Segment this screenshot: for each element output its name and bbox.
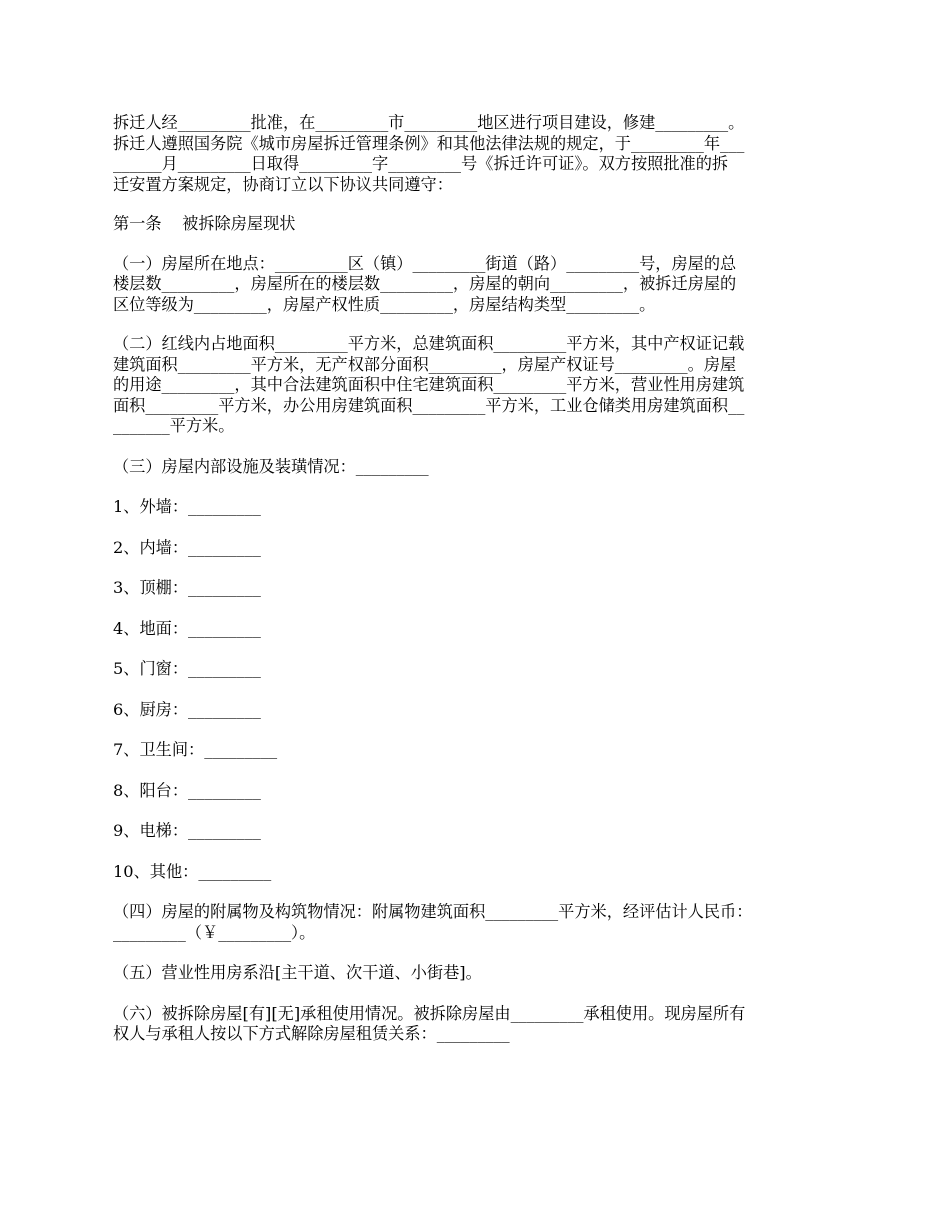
item-4-paragraph (113, 902, 841, 943)
item-6-line: 权人与承租人按以下方式解除房屋租赁关系：_________ (113, 1024, 510, 1043)
item-2-line: 面积_________平方米，办公用房建筑面积_________平方米，工业仓储类用房建筑面积__ (113, 395, 745, 415)
item-3-paragraph (113, 457, 841, 478)
facility-item (113, 659, 841, 680)
item-3-text: （三）房屋内部设施及装璜情况：_________ (113, 456, 429, 476)
item-1-line: （一）房屋所在地点：_________区（镇）_________街道（路）_________号，房屋的总 (113, 253, 737, 273)
facility-item (113, 578, 841, 599)
intro-paragraph (113, 113, 841, 195)
facility-item (113, 821, 841, 842)
facility-ceiling: 3、顶棚：_________ (113, 578, 261, 597)
facility-item (113, 862, 841, 883)
facility-elevator: 9、电梯：_________ (113, 821, 261, 840)
item-6-paragraph (113, 1004, 841, 1045)
facility-other: 10、其他：_________ (113, 861, 272, 881)
article-1-title (113, 214, 841, 235)
item-2-line: 的用途_________，其中合法建筑面积中住宅建筑面积_________平方米，营业性用房建筑 (113, 375, 745, 394)
intro-line: 迁安置方案规定，协商订立以下协议共同遵守： (113, 174, 453, 194)
facility-item (113, 538, 841, 559)
item-1-line: 区位等级为_________，房屋产权性质_________，房屋结构类型_________。 (113, 294, 656, 314)
contract-page (113, 113, 841, 1045)
intro-line: 拆迁人经_________批准，在_________市_________地区进行项目建设，修建_________。 (113, 113, 745, 132)
facility-interior-wall: 2、内墙：_________ (113, 537, 261, 557)
item-4-line: （四）房屋的附属物及构筑物情况：附属物建筑面积_________平方米，经评估计人民币： (113, 902, 753, 921)
item-2-paragraph (113, 334, 841, 437)
facility-kitchen: 6、厨房：_________ (113, 699, 261, 719)
item-5-text: （五）营业性用房系沿[主干道、次干道、小街巷]。 (113, 963, 482, 982)
item-2-line: 建筑面积_________平方米，无产权部分面积_________，房屋产权证号_________。房屋 (113, 354, 737, 374)
item-2-line: _______平方米。 (113, 416, 235, 435)
facility-item (113, 700, 841, 721)
facility-exterior-wall: 1、外墙：_________ (113, 497, 261, 516)
facility-doors-windows: 5、门窗：_________ (113, 659, 261, 678)
item-1-paragraph (113, 254, 841, 316)
facility-bathroom: 7、卫生间：_________ (113, 740, 278, 759)
intro-line: ______月_________日取得_________字_________号《拆迁许可证》。双方按照批准的拆 (113, 154, 729, 173)
facility-balcony: 8、阳台：_________ (113, 780, 261, 800)
article-1-title-text: 第一条 被拆除房屋现状 (113, 214, 296, 233)
facility-item (113, 497, 841, 518)
facility-item (113, 740, 841, 761)
item-4-line: _________（￥_________）。 (113, 922, 316, 942)
item-5-paragraph (113, 963, 841, 984)
item-2-line: （二）红线内占地面积_________平方米，总建筑面积_________平方米，其中产权证记载 (113, 334, 745, 353)
facility-item (113, 781, 841, 802)
intro-line: 拆迁人遵照国务院《城市房屋拆迁管理条例》和其他法律法规的规定，于_________年___ (113, 133, 745, 153)
item-6-line: （六）被拆除房屋[有][无]承租使用情况。被拆除房屋由_________承租使用。现房屋所有 (113, 1003, 746, 1023)
item-1-line: 楼层数_________，房屋所在的楼层数_________，房屋的朝向_________，被拆迁房屋的 (113, 274, 737, 293)
facility-floor: 4、地面：_________ (113, 618, 261, 638)
facility-item (113, 619, 841, 640)
